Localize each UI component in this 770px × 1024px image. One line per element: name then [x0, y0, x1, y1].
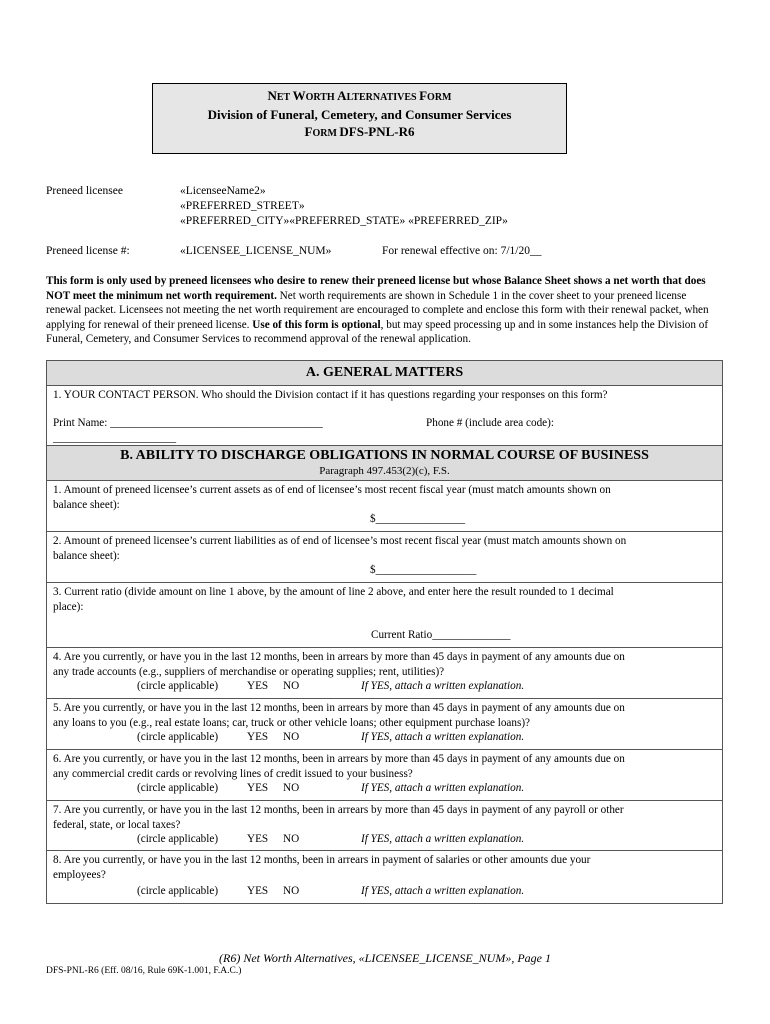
question-5-text-cont: any loans to you (e.g., real estate loans; car, truck or other vehicle loans; other equipment purchase loans)?	[53, 716, 531, 729]
question-4-text: 4. Are you currently, or have you in the last 12 months, been in arrears by more than 45 days in payment of any amounts due on	[53, 651, 625, 663]
question-1-text-cont: balance sheet):	[53, 498, 120, 511]
page-footer: (R6) Net Worth Alternatives, «LICENSEE_LICENSE_NUM», Page 1	[219, 951, 551, 965]
section-a-heading: A. GENERAL MATTERS	[47, 361, 722, 386]
intro-text-1: Net worth requirements are shown in Schedule 1 in the cover sheet to your preneed license renewal packet. Licensees not meeting the net worth requirement are encouraged to complete and enclose this form with their renewal packet, when applying for renewal of their preneed license.	[46, 289, 709, 331]
question-3-text-cont: place):	[53, 600, 84, 613]
question-1-text: 1. Amount of preneed licensee’s current assets as of end of licensee’s most recent fiscal year (must match amounts shown on	[53, 484, 611, 496]
question-6-text-cont: any commercial credit cards or revolving lines of credit issued to your business?	[53, 767, 413, 780]
attach-explanation-note: If YES, attach a written explanation.	[361, 782, 525, 794]
license-number: «LICENSEE_LICENSE_NUM»	[180, 245, 332, 257]
yes-option[interactable]: YES	[247, 833, 269, 845]
contact-question: 1. YOUR CONTACT PERSON. Who should the Division contact if it has questions regarding your responses on this form?	[53, 389, 608, 401]
attach-explanation-note: If YES, attach a written explanation.	[361, 885, 525, 897]
division-name: Division of Funeral, Cemetery, and Consumer Services	[207, 107, 512, 122]
form-title-box	[152, 83, 567, 154]
question-8-text-cont: employees?	[53, 868, 106, 881]
form-id-footer: DFS-PNL-R6 (Eff. 08/16, Rule 69K-1.001, F.A.C.)	[46, 966, 242, 976]
question-7-text: 7. Are you currently, or have you in the last 12 months, been in arrears by more than 45 days in payment of any payroll or other	[53, 804, 624, 816]
question-2-text-cont: balance sheet):	[53, 549, 120, 562]
contact-person-row	[47, 386, 722, 446]
phone-label: Phone # (include area code):	[426, 416, 554, 429]
circle-applicable-label: (circle applicable)	[137, 833, 219, 845]
attach-explanation-note: If YES, attach a written explanation.	[361, 731, 525, 743]
yes-option[interactable]: YES	[247, 680, 269, 692]
no-option[interactable]: NO	[283, 782, 300, 794]
circle-applicable-label: (circle applicable)	[137, 731, 219, 743]
licensee-street: «PREFERRED_STREET»	[180, 200, 305, 212]
question-2-row	[47, 532, 722, 583]
form-table	[46, 360, 723, 904]
section-b-heading	[47, 446, 722, 481]
intro-bold-1: This form is only used by preneed licensees who desire to renew their preneed license but whose Balance Sheet shows a net worth that does NOT meet the minimum net worth requirement.	[46, 275, 706, 302]
renewal-effective: For renewal effective on: 7/1/20__	[382, 245, 542, 257]
no-option[interactable]: NO	[283, 885, 300, 897]
question-2-text: 2. Amount of preneed licensee’s current liabilities as of end of licensee’s most recent fiscal year (must match amounts shown on	[53, 535, 627, 547]
attach-explanation-note: If YES, attach a written explanation.	[361, 680, 525, 692]
current-ratio-field[interactable]: Current Ratio______________	[371, 629, 511, 641]
yes-option[interactable]: YES	[247, 782, 269, 794]
current-liabilities-field[interactable]: $__________________	[370, 564, 477, 576]
question-5-row	[47, 699, 722, 750]
question-7-text-cont: federal, state, or local taxes?	[53, 818, 181, 831]
current-assets-field[interactable]: $________________	[370, 513, 466, 525]
form-number: FORM DFS-PNL-R6	[304, 124, 415, 139]
question-8-text: 8. Are you currently, or have you in the last 12 months, been in arrears in payment of salaries or other amounts due your	[53, 854, 591, 866]
circle-applicable-label: (circle applicable)	[137, 885, 219, 897]
intro-bold-2: Use of this form is optional	[252, 318, 381, 331]
licensee-name: «LicenseeName2»	[180, 185, 266, 197]
licensee-label: Preneed licensee	[46, 185, 123, 197]
attach-explanation-note: If YES, attach a written explanation.	[361, 833, 525, 845]
section-b-paragraph: Paragraph 497.453(2)(c), F.S.	[319, 465, 450, 477]
circle-applicable-label: (circle applicable)	[137, 680, 219, 692]
question-6-text: 6. Are you currently, or have you in the last 12 months, been in arrears by more than 45 days in payment of any amounts due on	[53, 753, 625, 765]
section-b-title: B. ABILITY TO DISCHARGE OBLIGATIONS IN NORMAL COURSE OF BUSINESS	[120, 448, 649, 463]
no-option[interactable]: NO	[283, 680, 300, 692]
question-3-text: 3. Current ratio (divide amount on line 1 above, by the amount of line 2 above, and enter here the result rounded to 1 decimal	[53, 586, 614, 598]
licensee-city-state-zip: «PREFERRED_CITY»«PREFERRED_STATE» «PREFERRED_ZIP»	[180, 215, 508, 227]
question-6-row	[47, 750, 722, 801]
no-option[interactable]: NO	[283, 833, 300, 845]
question-7-row	[47, 801, 722, 851]
no-option[interactable]: NO	[283, 731, 300, 743]
yes-option[interactable]: YES	[247, 731, 269, 743]
question-1-row	[47, 481, 722, 532]
circle-applicable-label: (circle applicable)	[137, 782, 219, 794]
question-5-text: 5. Are you currently, or have you in the last 12 months, been in arrears by more than 45 days in payment of any amounts due on	[53, 702, 625, 714]
phone-field[interactable]: ______________________	[53, 431, 177, 444]
question-4-text-cont: any trade accounts (e.g., suppliers of merchandise or operating supplies; rent, utilities)?	[53, 665, 445, 678]
intro-text-2: , but may speed processing up and in some instances help the Division of Funeral, Cemetery, and Consumer Services to recommend approval of the renewal application.	[46, 318, 709, 345]
license-number-label: Preneed license #:	[46, 245, 130, 257]
question-3-row	[47, 583, 722, 648]
print-name-field[interactable]: Print Name: ______________________________________	[53, 416, 323, 429]
question-4-row	[47, 648, 722, 699]
yes-option[interactable]: YES	[247, 885, 269, 897]
intro-paragraph	[46, 274, 718, 347]
question-8-row	[47, 851, 722, 903]
form-title: NET WORTH ALTERNATIVES FORM	[267, 88, 452, 103]
